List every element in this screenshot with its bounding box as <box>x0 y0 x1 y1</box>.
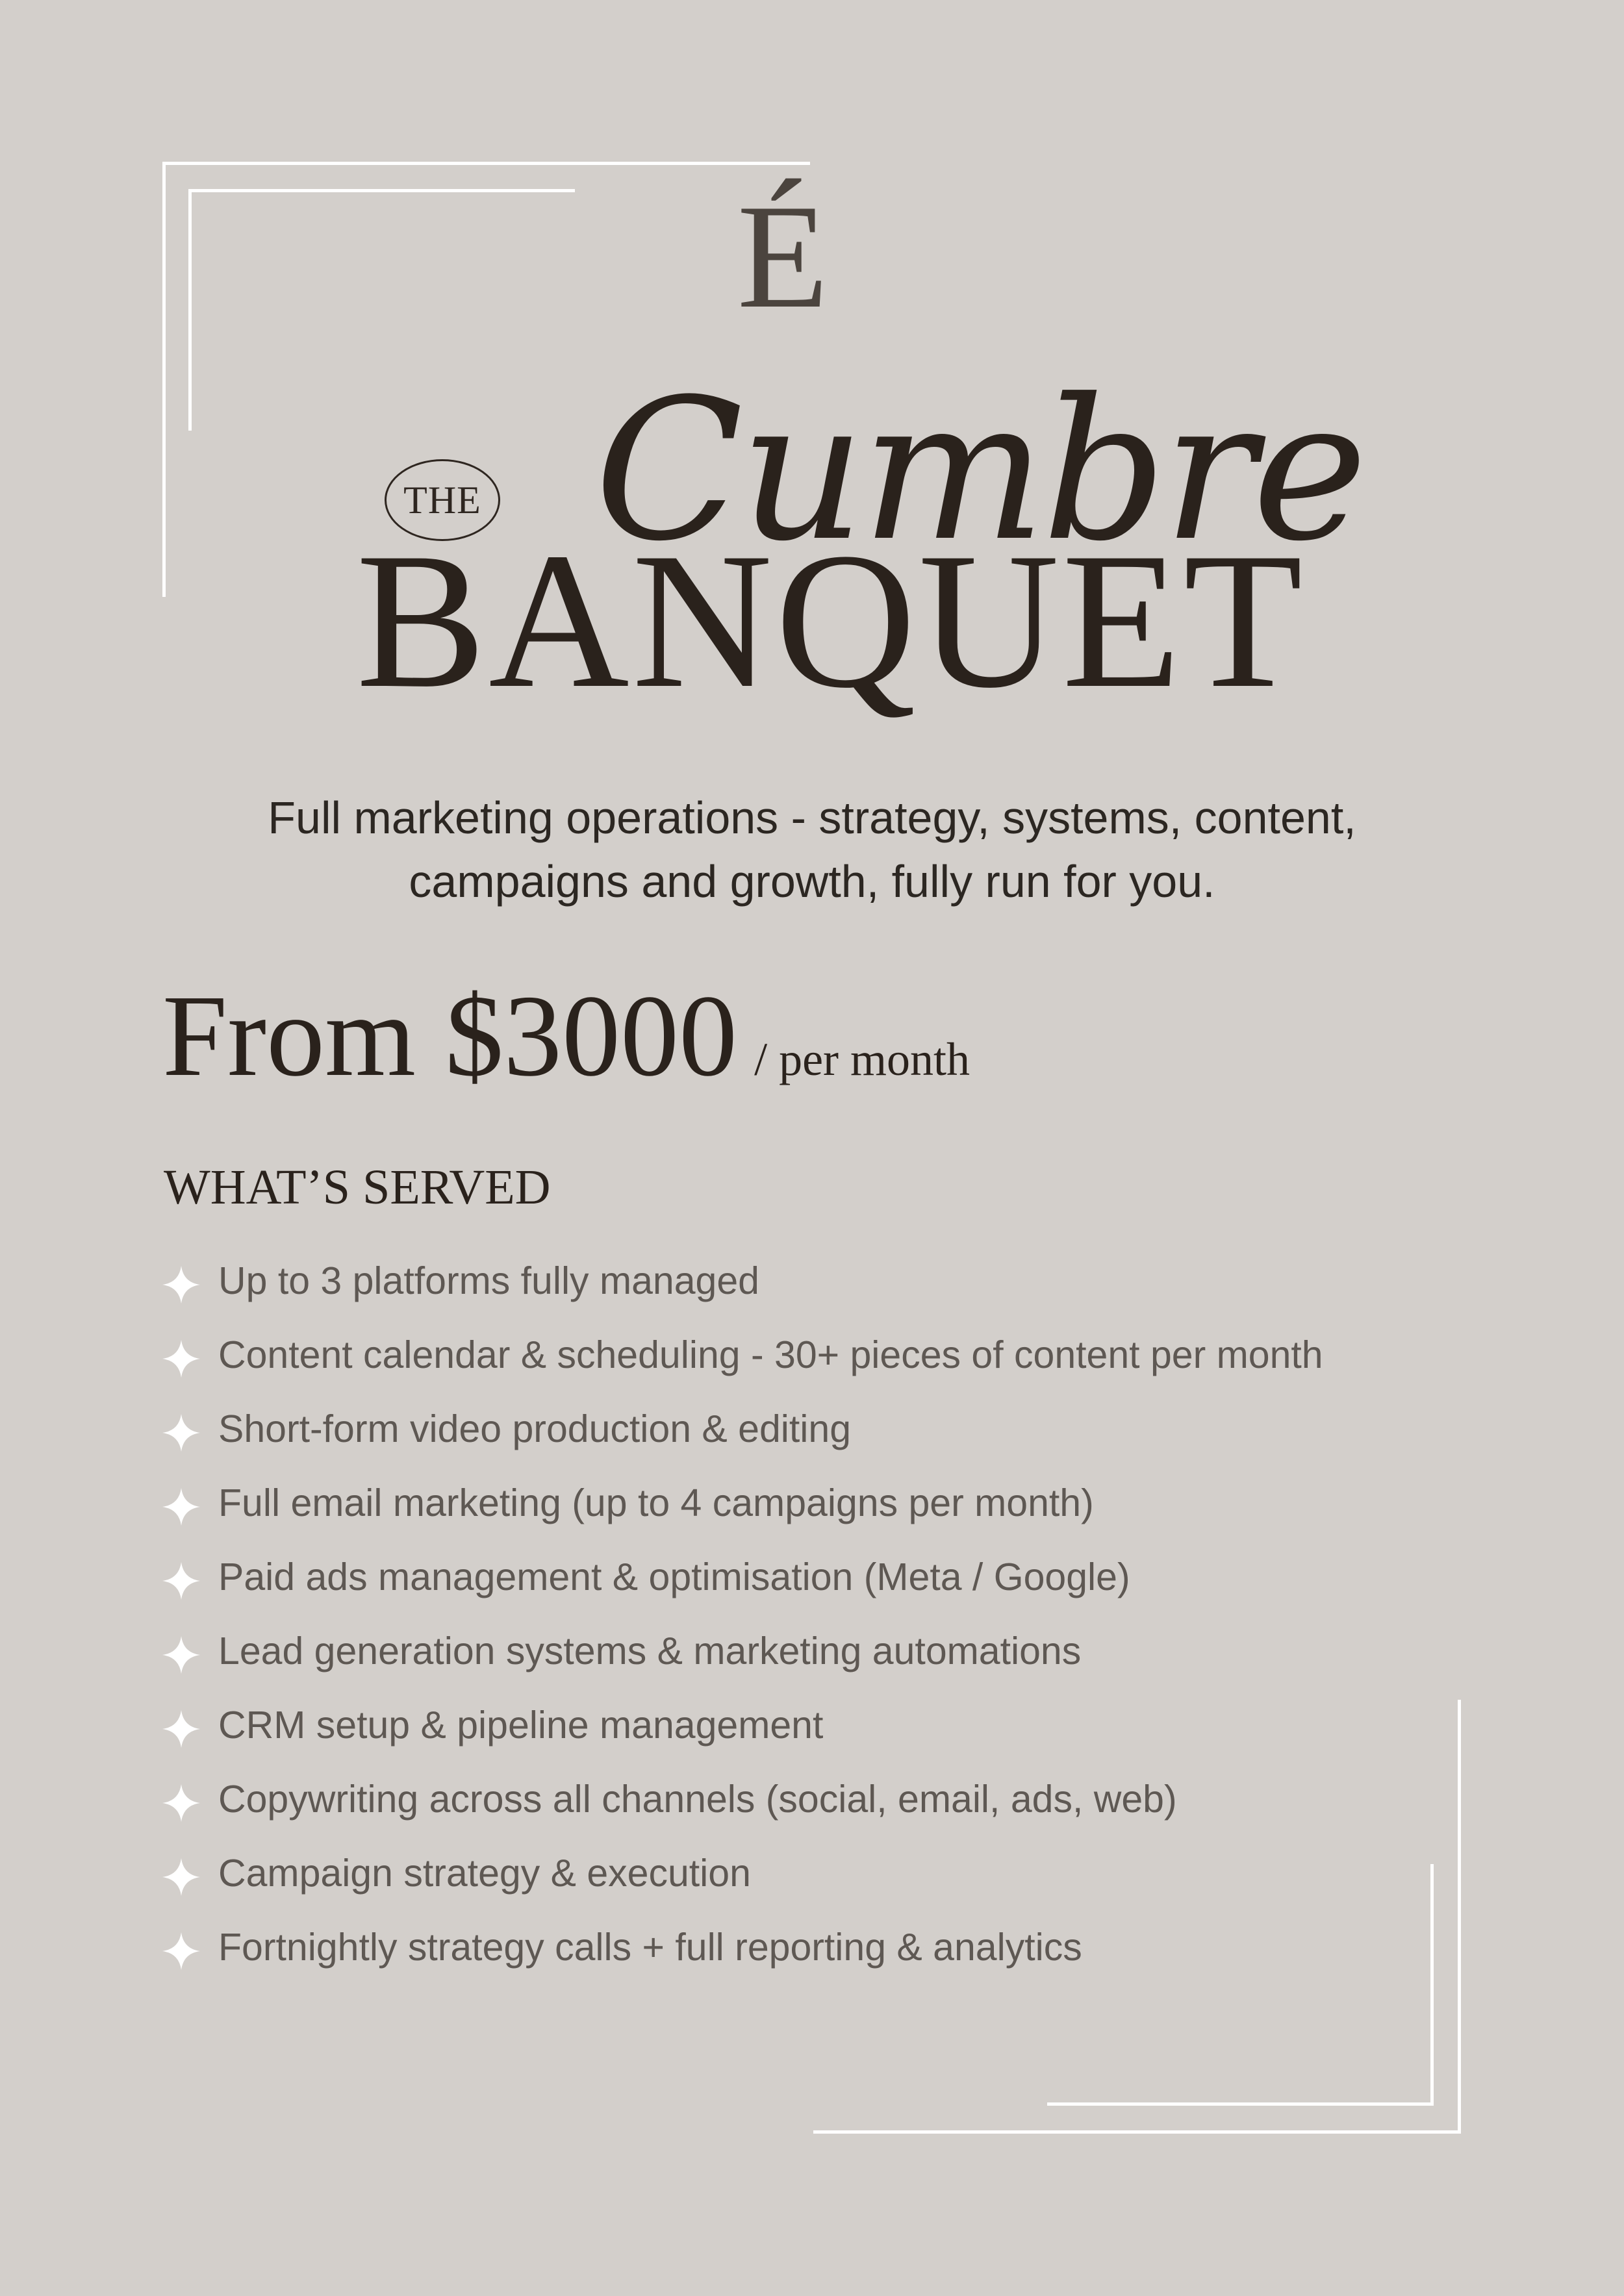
feature-item <box>162 1614 1323 1688</box>
feature-item <box>162 1318 1323 1392</box>
feature-text: Paid ads management & optimisation (Meta / Google) <box>218 1556 1130 1598</box>
sparkle-star-icon <box>162 1488 200 1526</box>
frame-bottom-right-inner-vertical <box>1430 1864 1434 2106</box>
feature-text: Full email marketing (up to 4 campaigns per month) <box>218 1482 1094 1524</box>
feature-item <box>162 1910 1323 1984</box>
sparkle-star-icon <box>162 1710 200 1748</box>
feature-item <box>162 1836 1323 1910</box>
feature-text: CRM setup & pipeline management <box>218 1704 824 1747</box>
frame-bottom-right-outer-vertical <box>1458 1700 1461 2134</box>
feature-text: Copywriting across all channels (social, email, ads, web) <box>218 1778 1177 1821</box>
feature-text: Campaign strategy & execution <box>218 1852 751 1895</box>
feature-item <box>162 1540 1323 1614</box>
sparkle-star-icon <box>162 1414 200 1452</box>
feature-text: Up to 3 platforms fully managed <box>218 1259 759 1302</box>
price-amount: From $3000 <box>162 971 738 1100</box>
feature-text: Content calendar & scheduling - 30+ pieces of content per month <box>218 1333 1323 1376</box>
sparkle-star-icon <box>162 1340 200 1378</box>
logo-script-word: Cumbre <box>594 357 1364 584</box>
sparkle-star-icon <box>162 1784 200 1822</box>
logo-wordmark: BANQUET <box>356 512 1306 728</box>
feature-item <box>162 1244 1323 1318</box>
price-block <box>162 971 971 1100</box>
frame-bottom-right-outer-horizontal <box>813 2130 1461 2134</box>
sparkle-star-icon <box>162 1562 200 1600</box>
sparkle-star-icon <box>162 1266 200 1304</box>
feature-list <box>162 1244 1323 1984</box>
feature-text: Lead generation systems & marketing automations <box>218 1630 1082 1672</box>
sparkle-star-icon <box>162 1636 200 1674</box>
sparkle-star-icon <box>162 1858 200 1896</box>
sparkle-star-icon <box>162 1932 200 1970</box>
intro-description <box>0 786 1624 913</box>
feature-item <box>162 1688 1323 1762</box>
feature-item <box>162 1762 1323 1836</box>
section-heading: WHAT’S SERVED <box>164 1160 551 1215</box>
logo-monogram: É <box>737 173 829 339</box>
logo-the-text: THE <box>403 478 481 522</box>
feature-item <box>162 1392 1323 1466</box>
intro-line-2: campaigns and growth, fully run for you. <box>409 856 1215 907</box>
intro-line-1: Full marketing operations - strategy, systems, content, <box>268 792 1356 843</box>
frame-bottom-right-inner-horizontal <box>1047 2102 1434 2106</box>
frame-top-left-outer-horizontal <box>162 162 810 165</box>
price-period: / per month <box>754 1033 971 1085</box>
feature-text: Short-form video production & editing <box>218 1407 852 1450</box>
feature-item <box>162 1466 1323 1540</box>
feature-text: Fortnightly strategy calls + full reporting & analytics <box>218 1926 1082 1969</box>
